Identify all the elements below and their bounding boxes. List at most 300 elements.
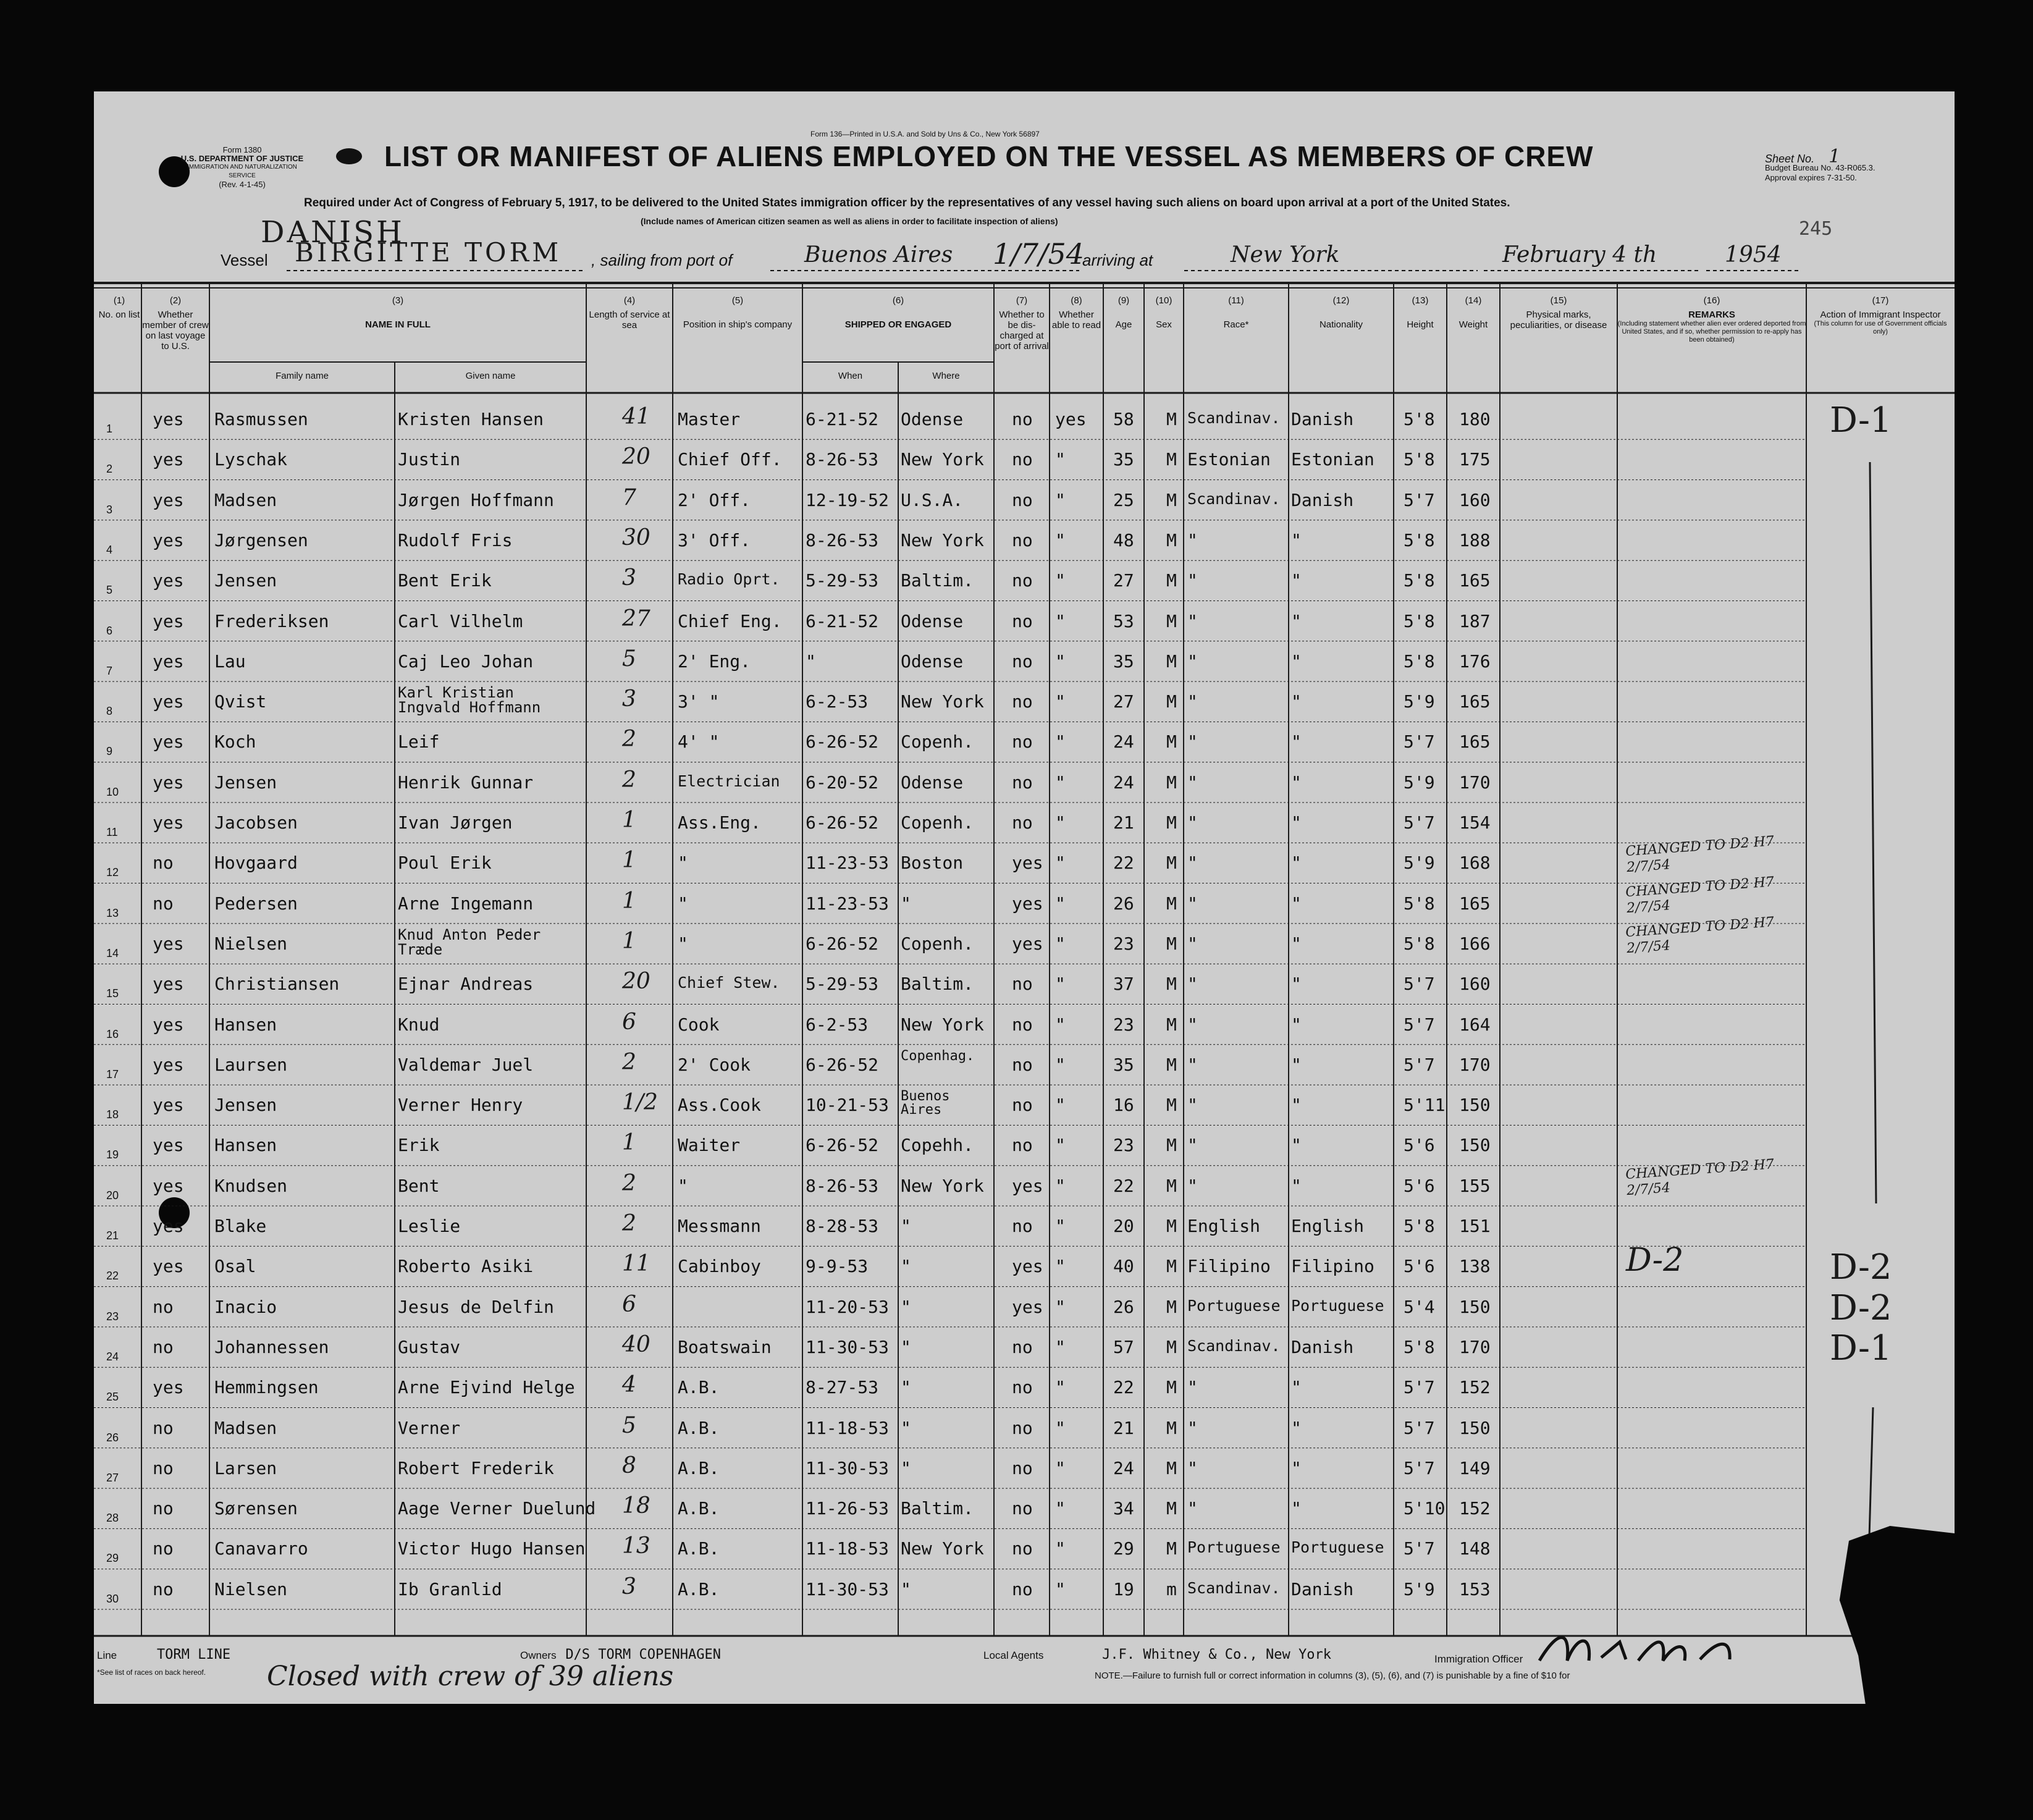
row-number: 26 — [106, 1431, 119, 1444]
given-name: Poul Erik — [398, 853, 492, 874]
discharged: no — [1012, 1498, 1033, 1519]
service-length: 1 — [622, 1130, 636, 1156]
family-name: Hovgaard — [214, 853, 298, 874]
shipped-when: 6-26-52 — [806, 1054, 879, 1075]
discharged: no — [1012, 1054, 1033, 1075]
weight: 165 — [1459, 731, 1491, 752]
race: " — [1187, 1498, 1198, 1519]
nationality: " — [1291, 893, 1302, 914]
weight: 175 — [1459, 449, 1491, 470]
discharged: yes — [1012, 1256, 1043, 1277]
height: 5'9 — [1404, 691, 1435, 712]
position: A.B. — [678, 1498, 720, 1519]
owners-name: D/S TORM COPENHAGEN — [565, 1647, 721, 1662]
nationality: Danish — [1291, 409, 1354, 429]
nationality: " — [1291, 1498, 1302, 1519]
position: Cook — [678, 1014, 720, 1035]
nationality: Filipino — [1291, 1256, 1374, 1277]
shipped-when: 11-20-53 — [806, 1296, 889, 1317]
race: " — [1187, 1054, 1198, 1075]
position: Chief Eng. — [678, 610, 782, 631]
family-name: Canavarro — [214, 1538, 308, 1559]
vessel-name: BIRGITTE TORM — [295, 237, 562, 268]
age: 22 — [1113, 1175, 1134, 1196]
service-length: 6 — [622, 1291, 636, 1317]
given-name: Leif — [398, 731, 440, 752]
service-length: 27 — [622, 605, 650, 631]
race: " — [1187, 812, 1198, 833]
row-number: 30 — [106, 1592, 119, 1605]
remarks: CHANGED TO D2 H7 2/7/54 — [1625, 874, 1775, 916]
race: English — [1187, 1216, 1261, 1236]
family-name: Jensen — [214, 772, 277, 793]
given-name: Rudolf Fris — [398, 529, 513, 550]
discharged: no — [1012, 610, 1033, 631]
shipped-where: Copenh. — [901, 731, 974, 752]
nationality: " — [1291, 974, 1302, 995]
discharged: yes — [1012, 893, 1043, 914]
from-port: Buenos Aires — [804, 242, 953, 268]
age: 20 — [1113, 1216, 1134, 1236]
discharged: no — [1012, 772, 1033, 793]
given-name: Henrik Gunnar — [398, 772, 534, 793]
family-name: Hansen — [214, 1135, 277, 1156]
family-name: Nielsen — [214, 933, 288, 954]
position: Electrician — [678, 772, 780, 790]
shipped-when: 12-19-52 — [806, 489, 889, 510]
position: Master — [678, 409, 741, 429]
shipped-where: Baltim. — [901, 570, 974, 591]
weight: 180 — [1459, 409, 1491, 429]
row-number: 4 — [106, 543, 113, 556]
nationality: " — [1291, 1417, 1302, 1438]
row-number: 29 — [106, 1552, 119, 1565]
discharged: no — [1012, 1336, 1033, 1357]
given-name: Verner Henry — [398, 1095, 523, 1116]
row-number: 3 — [106, 503, 113, 516]
races-note: *See list of races on back hereof. — [97, 1668, 206, 1677]
shipped-where: Baltim. — [901, 1498, 974, 1519]
weight: 170 — [1459, 1336, 1491, 1357]
race: Filipino — [1187, 1256, 1271, 1277]
height: 5'8 — [1404, 570, 1435, 591]
able-to-read: " — [1055, 974, 1066, 995]
budget-block: Budget Bureau No. 43-R065.3. Approval expires 7-31-50. — [1765, 163, 1875, 182]
height: 5'7 — [1404, 1417, 1435, 1438]
shipped-where: " — [901, 1216, 911, 1236]
service-length: 7 — [622, 484, 636, 510]
position: Messmann — [678, 1216, 761, 1236]
family-name-header: Family name — [276, 371, 329, 381]
nationality: Danish — [1291, 489, 1354, 510]
sheet-number: Sheet No. 1 — [1765, 146, 1841, 167]
sex: M — [1166, 1054, 1177, 1075]
row-number: 18 — [106, 1108, 119, 1121]
weight: 188 — [1459, 529, 1491, 550]
service-name: IMMIGRATION AND NATURALIZATION SERVICE — [187, 164, 297, 179]
row-number: 2 — [106, 463, 113, 476]
last-voyage: yes — [153, 1095, 184, 1116]
inspector-action: D-2 — [1830, 1247, 1892, 1288]
nationality: English — [1291, 1216, 1365, 1236]
service-length: 1 — [622, 848, 636, 874]
revision: (Rev. 4-1-45) — [219, 180, 266, 189]
nationality: " — [1291, 1175, 1302, 1196]
discharged: no — [1012, 409, 1033, 429]
row-number: 10 — [106, 785, 119, 798]
able-to-read: " — [1055, 812, 1066, 833]
age: 58 — [1113, 409, 1134, 429]
discharged: yes — [1012, 853, 1043, 874]
footer-agents: Local Agents J.F. Whitney & Co., New York — [983, 1647, 1331, 1662]
able-to-read: " — [1055, 1377, 1066, 1398]
shipped-where: Buenos Aires — [901, 1089, 950, 1118]
printer-line: Form 136—Printed in U.S.A. and Sold by Uns & Co., New York 56897 — [810, 130, 1040, 138]
age: 26 — [1113, 893, 1134, 914]
weight: 155 — [1459, 1175, 1491, 1196]
shipped-when: 11-23-53 — [806, 853, 889, 874]
shipped-when: 8-26-53 — [806, 1175, 879, 1196]
family-name: Jørgensen — [214, 529, 308, 550]
given-name: Ivan Jørgen — [398, 812, 513, 833]
able-to-read: " — [1055, 1175, 1066, 1196]
legal-requirement: Required under Act of Congress of February 5, 1917, to be delivered to the United States immigration officer by the representatives of any vessel having such aliens on board upon arrival at a port of the United States. — [304, 196, 1510, 209]
arrival-date: February 4 th — [1502, 242, 1657, 268]
shipped-where: Baltim. — [901, 974, 974, 995]
height: 5'4 — [1404, 1296, 1435, 1317]
sailing-date: 1/7/54 — [993, 237, 1085, 271]
row-number: 25 — [106, 1391, 119, 1404]
row-number: 9 — [106, 745, 113, 758]
able-to-read: " — [1055, 1256, 1066, 1277]
service-length: 13 — [622, 1533, 650, 1559]
age: 24 — [1113, 731, 1134, 752]
last-voyage: yes — [153, 1175, 184, 1196]
age: 57 — [1113, 1336, 1134, 1357]
last-voyage: yes — [153, 651, 184, 672]
position: 4' " — [678, 731, 720, 752]
service-length: 1 — [622, 928, 636, 954]
weight: 154 — [1459, 812, 1491, 833]
last-voyage: no — [153, 893, 174, 914]
sex: M — [1166, 449, 1177, 470]
shipped-where: New York — [901, 691, 984, 712]
row-number: 28 — [106, 1512, 119, 1525]
race: " — [1187, 1417, 1198, 1438]
able-to-read: " — [1055, 893, 1066, 914]
last-voyage: yes — [153, 731, 184, 752]
last-voyage: yes — [153, 570, 184, 591]
shipped-when: 11-26-53 — [806, 1498, 889, 1519]
given-name: Caj Leo Johan — [398, 651, 534, 672]
sex: M — [1166, 1417, 1177, 1438]
family-name: Johannessen — [214, 1336, 329, 1357]
position: Boatswain — [678, 1336, 772, 1357]
row-number: 23 — [106, 1310, 119, 1323]
service-length: 11 — [622, 1251, 650, 1277]
able-to-read: " — [1055, 772, 1066, 793]
service-length: 3 — [622, 565, 636, 591]
vessel-label: Vessel — [221, 251, 268, 269]
discharged: no — [1012, 1216, 1033, 1236]
shipped-when: 5-29-53 — [806, 974, 879, 995]
shipped-where: U.S.A. — [901, 489, 964, 510]
shipped-when: 9-9-53 — [806, 1256, 869, 1277]
height: 5'8 — [1404, 893, 1435, 914]
page-stamp: 245 — [1799, 218, 1833, 240]
footer-line: Line TORM LINE — [97, 1647, 231, 1662]
able-to-read: " — [1055, 933, 1066, 954]
shipped-where: Copehh. — [901, 1135, 974, 1156]
age: 37 — [1113, 974, 1134, 995]
race: " — [1187, 893, 1198, 914]
height: 5'8 — [1404, 651, 1435, 672]
shipped-where: Odense — [901, 651, 964, 672]
shipped-when: 8-26-53 — [806, 529, 879, 550]
weight: 176 — [1459, 651, 1491, 672]
remarks: CHANGED TO D2 H7 2/7/54 — [1625, 914, 1775, 956]
sex: M — [1166, 1457, 1177, 1478]
shipped-where: Copenh. — [901, 933, 974, 954]
family-name: Lyschak — [214, 449, 288, 470]
shipped-where: Copenh. — [901, 812, 974, 833]
weight: 138 — [1459, 1256, 1491, 1277]
position: A.B. — [678, 1578, 720, 1599]
service-length: 2 — [622, 767, 636, 793]
last-voyage: yes — [153, 772, 184, 793]
sex: M — [1166, 1135, 1177, 1156]
race: " — [1187, 933, 1198, 954]
family-name: Blake — [214, 1216, 267, 1236]
weight: 153 — [1459, 1578, 1491, 1599]
nationality: Portuguese — [1291, 1296, 1384, 1315]
service-length: 30 — [622, 525, 650, 550]
document-title: LIST OR MANIFEST OF ALIENS EMPLOYED ON THE VESSEL AS MEMBERS OF CREW — [384, 140, 1594, 172]
shipped-when: 11-30-53 — [806, 1578, 889, 1599]
given-name: Ib Granlid — [398, 1578, 502, 1599]
given-name: Jørgen Hoffmann — [398, 489, 554, 510]
height: 5'10 — [1404, 1498, 1446, 1519]
able-to-read: " — [1055, 570, 1066, 591]
last-voyage: yes — [153, 489, 184, 510]
shipped-when: 6-2-53 — [806, 691, 869, 712]
last-voyage: yes — [153, 933, 184, 954]
race: " — [1187, 570, 1198, 591]
remarks: CHANGED TO D2 H7 2/7/54 — [1625, 1156, 1775, 1199]
age: 26 — [1113, 1296, 1134, 1317]
family-name: Christiansen — [214, 974, 340, 995]
age: 19 — [1113, 1578, 1134, 1599]
sex: M — [1166, 1296, 1177, 1317]
shipped-when: 6-26-52 — [806, 731, 879, 752]
last-voyage: yes — [153, 1014, 184, 1035]
given-name: Robert Frederik — [398, 1457, 554, 1478]
position: A.B. — [678, 1457, 720, 1478]
nationality: " — [1291, 610, 1302, 631]
discharged: no — [1012, 449, 1033, 470]
service-length: 1 — [622, 807, 636, 833]
service-length: 20 — [622, 969, 650, 995]
sex: M — [1166, 529, 1177, 550]
nationality: " — [1291, 731, 1302, 752]
height: 5'8 — [1404, 1336, 1435, 1357]
weight: 152 — [1459, 1377, 1491, 1398]
discharged: yes — [1012, 1175, 1043, 1196]
last-voyage: no — [153, 853, 174, 874]
arriving-label: arriving at — [1082, 251, 1153, 269]
row-number: 19 — [106, 1148, 119, 1161]
given-name-header: Given name — [465, 371, 516, 381]
inspector-action: D-1 — [1830, 1328, 1892, 1368]
position: Radio Oprt. — [678, 570, 780, 589]
penalty-note: NOTE.—Failure to furnish full or correct information in columns (3), (5), (6), and (7) is punishable by a fine of $10 for — [1095, 1670, 1570, 1681]
weight: 168 — [1459, 853, 1491, 874]
service-length: 1/2 — [622, 1090, 658, 1116]
able-to-read: " — [1055, 1014, 1066, 1035]
service-length: 8 — [622, 1452, 636, 1478]
last-voyage: yes — [153, 812, 184, 833]
age: 24 — [1113, 1457, 1134, 1478]
nationality: Portuguese — [1291, 1538, 1384, 1557]
height: 5'9 — [1404, 772, 1435, 793]
include-note: (Include names of American citizen seamen as well as aliens in order to facilitate inspection of aliens) — [641, 216, 1058, 226]
position: 3' Off. — [678, 529, 751, 550]
last-voyage: yes — [153, 409, 184, 429]
service-length: 2 — [622, 1049, 636, 1075]
discharged: no — [1012, 651, 1033, 672]
shipped-where: " — [901, 893, 911, 914]
row-number: 13 — [106, 906, 119, 919]
sex: M — [1166, 489, 1177, 510]
footer-owners: Owners D/S TORM COPENHAGEN — [520, 1647, 721, 1662]
row-number: 14 — [106, 946, 119, 959]
height: 5'7 — [1404, 1538, 1435, 1559]
service-length: 2 — [622, 727, 636, 752]
age: 48 — [1113, 529, 1134, 550]
last-voyage: yes — [153, 1216, 184, 1236]
vessel-flag: DANISH — [261, 215, 405, 250]
position: Chief Off. — [678, 449, 782, 470]
last-voyage: yes — [153, 449, 184, 470]
shipped-when: 11-30-53 — [806, 1336, 889, 1357]
race: Scandinav. — [1187, 1336, 1281, 1355]
sex: M — [1166, 651, 1177, 672]
height: 5'8 — [1404, 1216, 1435, 1236]
discharged: no — [1012, 1095, 1033, 1116]
family-name: Nielsen — [214, 1578, 288, 1599]
weight: 150 — [1459, 1135, 1491, 1156]
discharged: yes — [1012, 933, 1043, 954]
height: 5'8 — [1404, 449, 1435, 470]
manifest-sheet: Form 1380 U.S. DEPARTMENT OF JUSTICE IMMIGRATION AND NATURALIZATION SERVICE (Rev. 4-1-45) Form 136—Printed in U.S.A. and Sold by Uns & Co., New York 56897 LIST OR MANIFEST OF ALIENS EMPLOYED ON THE VESSEL AS MEMBERS OF CREW Sheet No. 1 Budget Bureau No. 43-R065.3. Approval expires 7-31-50. Required under Act of Congress of February 5, 1917, to be delivered to the United States immigration officer by the representatives of any vessel having such aliens on board upon arrival at a port of the United States. (Include names of American citizen seamen as well as aliens in order to facilitate inspection of aliens) 245 DANISH Vessel BIRGITTE TORM , sailing from port of Buenos Aires 1/7/54 arriving at New York February 4 th 1954 (1) No. on list (2) Whether member of crew on last voyage to U.S. (3) NAME IN FULL Family name Given name (4) Length of service at sea (5) Position in ship's company (6) SHIPPED OR ENGAGED When Where (7) Whether to be dis-charged at port of arrival (8) Whether able to read (9) Age (10) Sex (11) Race* (12) Nationality (13) Height (14) Weight (15) Physical marks, peculiarities, or disease (16) REMARKS (Including statement whether alien ever ordered deported from United States, and if so, whether permission to re-apply has been obtained) (17) Action of Immigrant Inspector (This column for use of Government officials only) 1 yes Rasmussen Kristen Hansen 41 Master 6-21-52 Odense no yes 58 M Scandinav. Danish 5'8 180 D-1 2 yes Lyschak Justin 20 Chief Off. 8-26-53 New York no " 35 M Estonian Estonian 5'8 175 3 yes Madsen Jørgen Hoffmann 7 2' Off. 12-19-52 U.S.A. no " 25 M Scandinav. Danish 5'7 160 4 yes Jørgensen Rudolf Fris 30 3' Off. 8-26-53 New York no " 48 M " " 5'8 188 5 yes Jensen Bent Erik 3 Radio Oprt. 5-29-53 Baltim. no " 27 M " " 5'8 165 6 yes Frederiksen Carl Vilhelm 27 Chief Eng. 6-21-52 Odense no " 53 M " " 5'8 187 7 yes Lau Caj Leo Johan 5 2' Eng. " Odense no " 35 M " " 5'8 176 8 yes Qvist Karl Kristian Ingvald Hoffmann 3 3' " 6-2-53 New York no " 27 M " " 5'9 165 9 yes Koch Leif 2 4' " 6-26-52 Copenh. no " 24 M " " 5'7 165 10 yes Jensen Henrik Gunnar 2 Electrician 6-20-52 Odense no " 24 M " " 5'9 170 11 yes Jacobsen Ivan Jørgen 1 Ass.Eng. 6-26-52 Copenh. no " 21 M " " 5'7 154 12 no Hovgaard Poul Erik 1 " 11-23-53 Boston yes " 22 M " " 5'9 168 CHANGED TO D2 H7 2/7/54 13 no Pedersen Arne Ingemann 1 " 11-23-53 " yes " 26 M " " 5'8 165 CHANGED TO D2 H7 2/7/54 14 yes Nielsen Knud Anton Peder Træde 1 " 6-26-52 Copenh. yes " 23 M " " 5'8 166 CHANGED TO D2 H7 2/7/54 15 yes Christiansen Ejnar Andreas 20 Chief Stew. 5-29-53 Baltim. no " 37 M " " 5'7 160 16 yes Hansen Knud 6 Cook 6-2-53 New York no " 23 M " " 5'7 164 17 yes Laursen Valdemar Juel 2 2' Cook 6-26-52 Copenhag. no " 35 M " " 5'7 170 18 yes Jensen Verner Henry 1/2 Ass.Cook 10-21-53 Buenos Aires no " 16 M " " 5'11 150 19 yes Hansen Erik 1 Waiter 6-26-52 Copehh. no " 23 M " " 5'6 150 20 yes Knudsen Bent 2 " 8-26-53 New York yes " 22 M " " 5'6 155 CHANGED TO D2 H7 2/7/54 21 yes Blake Leslie 2 Messmann 8-28-53 " no " 20 M English English 5'8 151 22 yes Osal Roberto Asiki 11 Cabinboy 9-9-53 " yes " 40 M Filipino Filipino 5'6 138 D-2 D-2 23 no Inacio Jesus de Delfin 6 11-20-53 " yes " 26 M Portuguese Portuguese 5'4 150 D-2 24 no Johannessen Gustav 40 Boatswain 11-30-53 " no " 57 M Scandinav. Danish 5'8 170 D-1 25 yes Hemmingsen Arne Ejvind Helge 4 A.B. 8-27-53 " no " 22 M " " 5'7 152 26 no Madsen Verner 5 A.B. 11-18-53 " no " 21 M " " 5'7 150 27 no Larsen Robert Frederik 8 A.B. 11-30-53 " no " 24 M " " 5'7 149 28 no Sørensen Aage Verner Duelund 18 A.B. 11-26-53 Baltim. no " 34 M " " 5'10 152 29 no Canavarro Victor Hugo Hansen 13 A.B. 11-18-53 New York no " 29 M Portuguese Portuguese 5'7 148 30 no Nielsen Ib Granlid 3 A.B. 11-30-53 " no " 19 m Scandinav. Danish 5'9 153 Line TORM LINE Owners D/S TORM COPENHAGEN Local Agents J.F. Whitney & Co., New York Immigration Officer *See list of races on back hereof. NOTE.—Failure to furnish full or correct information in columns (3), (5), (6), and (7) is punishable by a fine of $10 for Closed with crew of 39 aliens — [94, 91, 1955, 1704]
race: " — [1187, 1377, 1198, 1398]
shipped-when: " — [806, 651, 816, 672]
height: 5'7 — [1404, 1014, 1435, 1035]
height: 5'7 — [1404, 812, 1435, 833]
officer-label: Immigration Officer — [1434, 1653, 1523, 1665]
service-length: 40 — [622, 1331, 650, 1357]
position: Chief Stew. — [678, 974, 780, 992]
race: " — [1187, 853, 1198, 874]
given-name: Arne Ejvind Helge — [398, 1377, 575, 1398]
age: 27 — [1113, 691, 1134, 712]
shipped-where: New York — [901, 1538, 984, 1559]
last-voyage: yes — [153, 974, 184, 995]
shipped-where: Odense — [901, 409, 964, 429]
weight: 165 — [1459, 893, 1491, 914]
age: 22 — [1113, 853, 1134, 874]
height: 5'7 — [1404, 731, 1435, 752]
shipped-when: 8-28-53 — [806, 1216, 879, 1236]
discharged: no — [1012, 731, 1033, 752]
family-name: Pedersen — [214, 893, 298, 914]
sex: M — [1166, 1538, 1177, 1559]
weight: 170 — [1459, 772, 1491, 793]
row-number: 7 — [106, 664, 113, 677]
weight: 187 — [1459, 610, 1491, 631]
last-voyage: no — [153, 1296, 174, 1317]
position: 3' " — [678, 691, 720, 712]
able-to-read: " — [1055, 449, 1066, 470]
height: 5'7 — [1404, 489, 1435, 510]
sex: m — [1166, 1578, 1177, 1599]
position: Waiter — [678, 1135, 741, 1156]
discharged: no — [1012, 570, 1033, 591]
service-length: 3 — [622, 1574, 636, 1599]
nationality: " — [1291, 772, 1302, 793]
height: 5'8 — [1404, 529, 1435, 550]
weight: 151 — [1459, 1216, 1491, 1236]
service-length: 6 — [622, 1009, 636, 1035]
row-number: 12 — [106, 866, 119, 879]
given-name: Knud Anton Peder Træde — [398, 925, 541, 958]
weight: 170 — [1459, 1054, 1491, 1075]
able-to-read: " — [1055, 529, 1066, 550]
shipped-where: " — [901, 1296, 911, 1317]
race: " — [1187, 529, 1198, 550]
service-length: 20 — [622, 444, 650, 470]
race: " — [1187, 1457, 1198, 1478]
given-name: Victor Hugo Hansen — [398, 1538, 586, 1559]
nationality: " — [1291, 529, 1302, 550]
able-to-read: " — [1055, 1054, 1066, 1075]
race: " — [1187, 772, 1198, 793]
sex: M — [1166, 1175, 1177, 1196]
row-number: 20 — [106, 1189, 119, 1202]
able-to-read: " — [1055, 1457, 1066, 1478]
last-voyage: yes — [153, 1054, 184, 1075]
family-name: Hansen — [214, 1014, 277, 1035]
position: Cabinboy — [678, 1256, 761, 1277]
weight: 164 — [1459, 1014, 1491, 1035]
position: " — [678, 893, 688, 914]
service-length: 2 — [622, 1211, 636, 1236]
age: 21 — [1113, 1417, 1134, 1438]
remarks: D-2 — [1626, 1242, 1684, 1279]
discharged: yes — [1012, 1296, 1043, 1317]
last-voyage: yes — [153, 1135, 184, 1156]
discharged: no — [1012, 1377, 1033, 1398]
position: Ass.Cook — [678, 1095, 761, 1116]
height: 5'7 — [1404, 1377, 1435, 1398]
age: 34 — [1113, 1498, 1134, 1519]
sex: M — [1166, 974, 1177, 995]
nationality: " — [1291, 570, 1302, 591]
row-number: 16 — [106, 1027, 119, 1040]
race: Portuguese — [1187, 1538, 1281, 1557]
discharged: no — [1012, 1417, 1033, 1438]
row-number: 24 — [106, 1350, 119, 1363]
